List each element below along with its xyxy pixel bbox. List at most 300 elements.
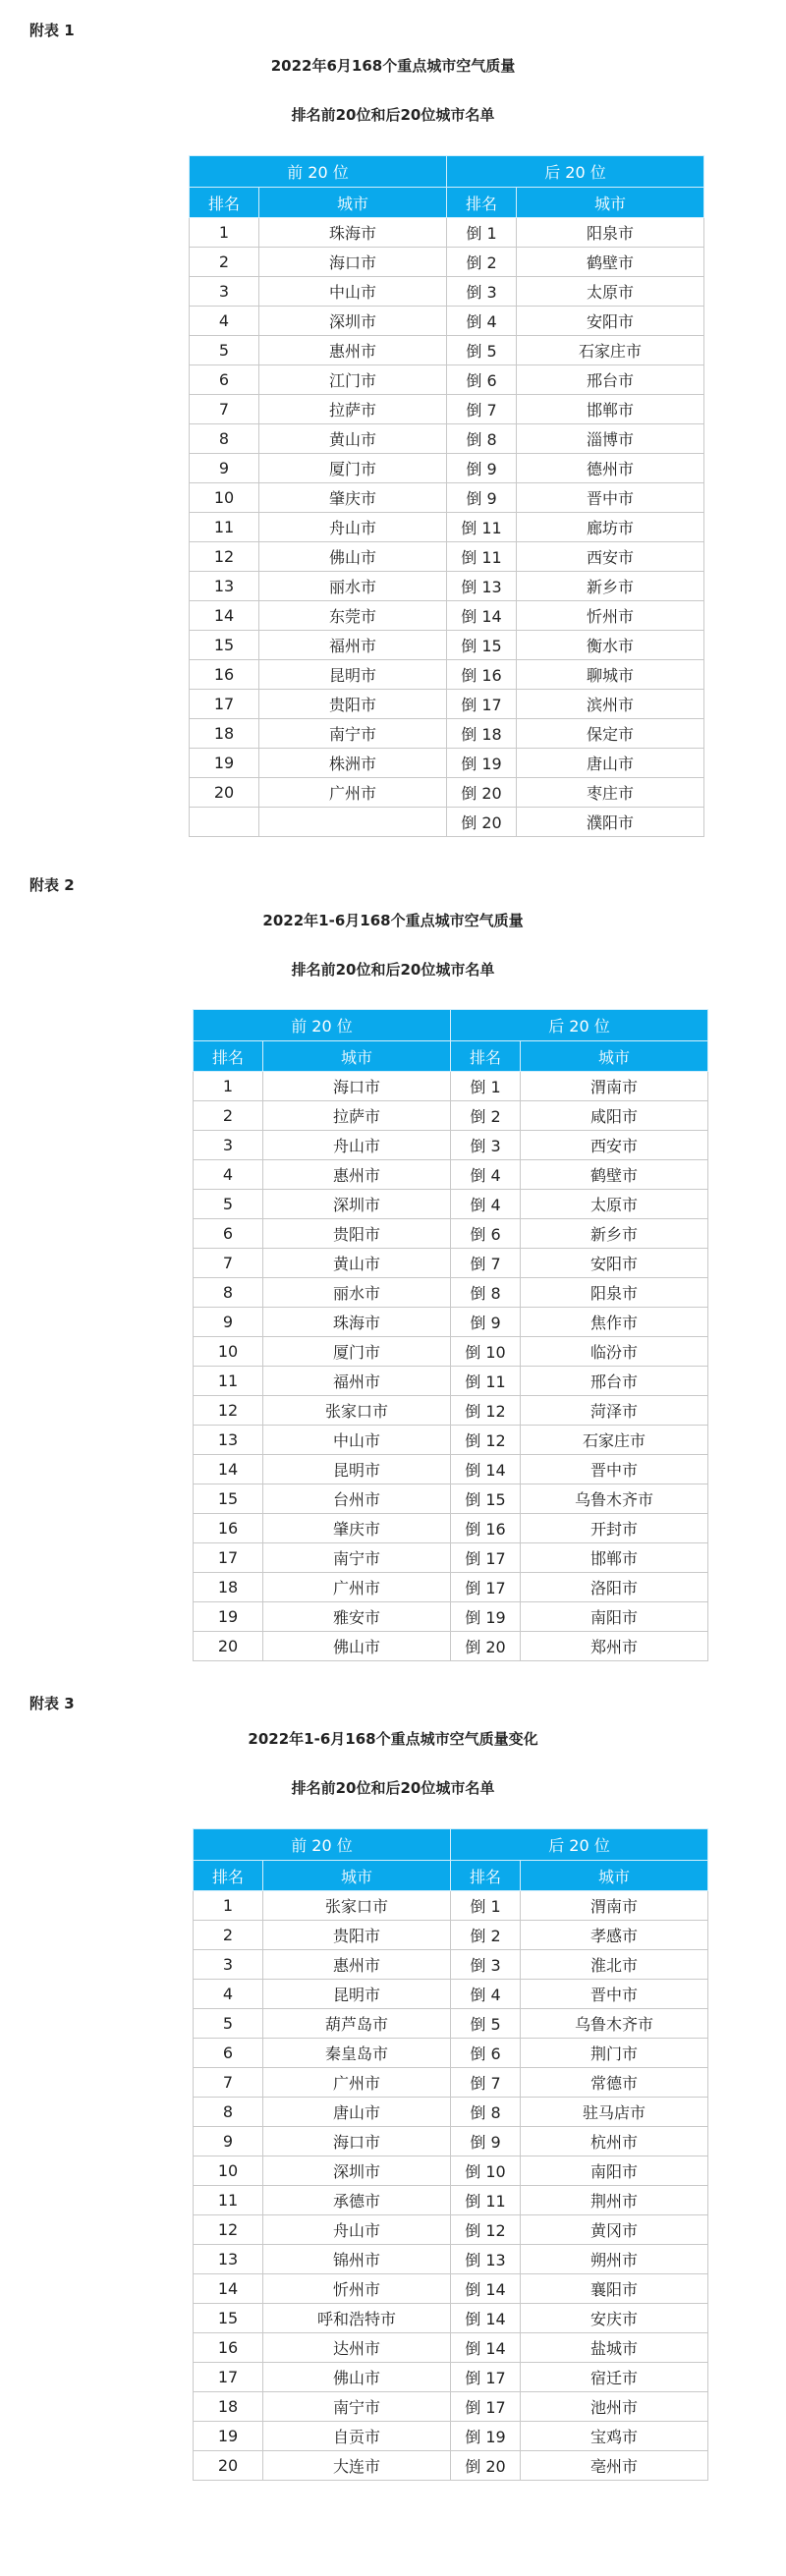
appendix-label: 附表 1 [29,22,75,39]
table-row [190,395,704,424]
table-row [194,1190,708,1219]
top-city-cell: 忻州市 [263,2274,451,2304]
bottom-rank-cell: 倒 5 [447,336,517,365]
table-row [194,2363,708,2392]
top-rank-cell: 19 [190,749,259,778]
bottom-city-cell: 濮阳市 [517,808,704,837]
table-row [190,454,704,483]
top-rank-cell: 3 [194,1950,263,1980]
rank-column-header: 排名 [451,1041,521,1072]
top-rank-cell: 3 [194,1131,263,1160]
bottom-city-cell: 邯郸市 [517,395,704,424]
top-city-cell: 承德市 [263,2186,451,2215]
table-row [194,1950,708,1980]
bottom-rank-cell: 倒 10 [451,1337,521,1367]
bottom-city-cell: 安阳市 [521,1249,708,1278]
top-rank-cell: 9 [194,1308,263,1337]
bottom-rank-cell: 倒 9 [451,2127,521,2156]
table-row [194,2156,708,2186]
table-subtitle: 排名前20位和后20位城市名单 [291,106,495,124]
table-row [190,277,704,307]
top-rank-cell: 5 [190,336,259,365]
table-row [190,778,704,808]
top-city-cell: 昆明市 [259,660,447,690]
bottom-rank-cell: 倒 8 [451,1278,521,1308]
table-row [190,719,704,749]
top-city-cell: 海口市 [263,1072,451,1101]
top-rank-cell: 4 [194,1980,263,2009]
top-city-cell: 南宁市 [259,719,447,749]
bottom-rank-cell: 倒 7 [451,2068,521,2098]
top-city-cell: 昆明市 [263,1980,451,2009]
bottom-city-cell: 洛阳市 [521,1573,708,1602]
bottom-city-cell: 郑州市 [521,1632,708,1661]
top-rank-cell: 11 [194,1367,263,1396]
bottom-rank-cell: 倒 2 [451,1101,521,1131]
top-city-cell: 黄山市 [263,1249,451,1278]
bottom-city-cell: 新乡市 [521,1219,708,1249]
top-city-cell: 丽水市 [263,1278,451,1308]
bottom-rank-cell: 倒 12 [451,1426,521,1455]
table-title: 2022年6月168个重点城市空气质量 [270,57,516,75]
top-city-cell: 贵阳市 [259,690,447,719]
bottom-rank-cell: 倒 5 [451,2009,521,2039]
top-rank-cell: 12 [194,2215,263,2245]
ranking-table [193,1828,708,2481]
bottom-city-cell: 襄阳市 [521,2274,708,2304]
bottom-rank-cell: 倒 19 [451,1602,521,1632]
bottom-city-cell: 盐城市 [521,2333,708,2363]
bottom-city-cell: 黄冈市 [521,2215,708,2245]
bottom-city-cell: 淮北市 [521,1950,708,1980]
bottom-city-cell: 西安市 [521,1131,708,1160]
bottom-rank-cell: 倒 1 [451,1891,521,1921]
top-rank-cell: 2 [194,1101,263,1131]
bottom-20-header: 后 20 位 [447,156,704,188]
top-city-cell: 海口市 [259,248,447,277]
top-rank-cell: 5 [194,1190,263,1219]
top-rank-cell: 9 [190,454,259,483]
bottom-rank-cell: 倒 2 [447,248,517,277]
bottom-city-cell: 聊城市 [517,660,704,690]
bottom-city-cell: 渭南市 [521,1891,708,1921]
top-rank-cell: 2 [194,1921,263,1950]
bottom-rank-cell: 倒 4 [451,1190,521,1219]
appendix-label: 附表 2 [29,876,75,894]
table-row [194,2215,708,2245]
bottom-rank-cell: 倒 4 [447,307,517,336]
table-row [190,601,704,631]
bottom-city-cell: 焦作市 [521,1308,708,1337]
top-city-cell: 黄山市 [259,424,447,454]
bottom-rank-cell: 倒 13 [451,2245,521,2274]
top-city-cell: 拉萨市 [259,395,447,424]
table-row [194,2304,708,2333]
top-20-header: 前 20 位 [194,1010,451,1041]
bottom-city-cell: 孝感市 [521,1921,708,1950]
bottom-city-cell: 晋中市 [521,1980,708,2009]
bottom-rank-cell: 倒 7 [447,395,517,424]
top-city-cell: 舟山市 [259,513,447,542]
table-row [190,542,704,572]
top-rank-cell: 4 [194,1160,263,1190]
table-row [194,1980,708,2009]
table-row [190,808,704,837]
bottom-rank-cell: 倒 20 [447,808,517,837]
bottom-city-cell: 石家庄市 [517,336,704,365]
bottom-rank-cell: 倒 6 [451,1219,521,1249]
bottom-city-cell: 南阳市 [521,2156,708,2186]
table-row [194,1337,708,1367]
bottom-city-cell: 忻州市 [517,601,704,631]
top-city-cell: 佛山市 [259,542,447,572]
top-rank-cell: 9 [194,2127,263,2156]
bottom-rank-cell: 倒 17 [451,2392,521,2422]
top-city-cell: 深圳市 [263,2156,451,2186]
top-city-cell: 台州市 [263,1484,451,1514]
bottom-city-cell: 唐山市 [517,749,704,778]
table-row [194,1455,708,1484]
bottom-city-cell: 开封市 [521,1514,708,1543]
top-rank-cell: 14 [194,2274,263,2304]
table-row [194,2333,708,2363]
top-city-cell: 南宁市 [263,1543,451,1573]
bottom-rank-cell: 倒 14 [451,2304,521,2333]
bottom-city-cell: 太原市 [517,277,704,307]
table-row [190,631,704,660]
top-rank-cell: 7 [194,2068,263,2098]
city-column-header: 城市 [521,1861,708,1891]
bottom-rank-cell: 倒 20 [451,2451,521,2481]
top-rank-cell: 15 [194,1484,263,1514]
bottom-rank-cell: 倒 14 [447,601,517,631]
bottom-rank-cell: 倒 4 [451,1160,521,1190]
bottom-city-cell: 石家庄市 [521,1426,708,1455]
table-row [194,1131,708,1160]
bottom-city-cell: 阳泉市 [517,218,704,248]
top-city-cell [259,808,447,837]
top-city-cell: 肇庆市 [259,483,447,513]
top-rank-cell: 8 [190,424,259,454]
top-rank-cell: 10 [194,2156,263,2186]
bottom-rank-cell: 倒 16 [447,660,517,690]
bottom-rank-cell: 倒 11 [451,1367,521,1396]
top-rank-cell: 13 [194,1426,263,1455]
bottom-city-cell: 新乡市 [517,572,704,601]
top-rank-cell: 17 [190,690,259,719]
column-header-row [190,188,704,218]
table-row [194,1101,708,1131]
bottom-rank-cell: 倒 3 [451,1131,521,1160]
top-rank-cell: 10 [190,483,259,513]
top-rank-cell: 10 [194,1337,263,1367]
top-city-cell: 惠州市 [263,1950,451,1980]
top-city-cell: 自贡市 [263,2422,451,2451]
city-column-header: 城市 [263,1861,451,1891]
bottom-rank-cell: 倒 8 [451,2098,521,2127]
group-header-row [194,1829,708,1861]
top-rank-cell: 7 [190,395,259,424]
top-20-header: 前 20 位 [190,156,447,188]
top-city-cell: 昆明市 [263,1455,451,1484]
bottom-city-cell: 保定市 [517,719,704,749]
table-row [194,2098,708,2127]
bottom-city-cell: 阳泉市 [521,1278,708,1308]
bottom-rank-cell: 倒 15 [447,631,517,660]
top-rank-cell: 17 [194,1543,263,1573]
top-city-cell: 东莞市 [259,601,447,631]
top-rank-cell: 8 [194,2098,263,2127]
bottom-city-cell: 廊坊市 [517,513,704,542]
top-rank-cell: 2 [190,248,259,277]
top-city-cell: 厦门市 [259,454,447,483]
top-rank-cell: 16 [190,660,259,690]
bottom-city-cell: 渭南市 [521,1072,708,1101]
top-rank-cell: 19 [194,2422,263,2451]
top-city-cell: 达州市 [263,2333,451,2363]
bottom-rank-cell: 倒 4 [451,1980,521,2009]
bottom-rank-cell: 倒 1 [451,1072,521,1101]
table-row [190,365,704,395]
table-row [194,1891,708,1921]
rank-column-header: 排名 [194,1861,263,1891]
top-city-cell: 葫芦岛市 [263,2009,451,2039]
bottom-rank-cell: 倒 6 [447,365,517,395]
column-header-row [194,1041,708,1072]
top-20-header: 前 20 位 [194,1829,451,1861]
top-rank-cell: 8 [194,1278,263,1308]
bottom-city-cell: 乌鲁木齐市 [521,1484,708,1514]
top-city-cell: 株洲市 [259,749,447,778]
top-city-cell: 张家口市 [263,1396,451,1426]
bottom-city-cell: 鹤壁市 [517,248,704,277]
bottom-rank-cell: 倒 19 [451,2422,521,2451]
bottom-city-cell: 乌鲁木齐市 [521,2009,708,2039]
top-city-cell: 惠州市 [263,1160,451,1190]
bottom-city-cell: 西安市 [517,542,704,572]
top-city-cell: 珠海市 [259,218,447,248]
top-city-cell: 海口市 [263,2127,451,2156]
table-subtitle: 排名前20位和后20位城市名单 [291,1779,495,1797]
group-header-row [194,1010,708,1041]
bottom-rank-cell: 倒 11 [447,513,517,542]
table-row [190,424,704,454]
bottom-rank-cell: 倒 20 [447,778,517,808]
top-city-cell: 拉萨市 [263,1101,451,1131]
bottom-rank-cell: 倒 2 [451,1921,521,1950]
table-row [194,1367,708,1396]
bottom-city-cell: 德州市 [517,454,704,483]
city-column-header: 城市 [263,1041,451,1072]
bottom-city-cell: 邢台市 [521,1367,708,1396]
bottom-city-cell: 驻马店市 [521,2098,708,2127]
top-city-cell: 唐山市 [263,2098,451,2127]
top-rank-cell: 1 [194,1072,263,1101]
top-rank-cell: 6 [194,1219,263,1249]
table-row [194,1426,708,1455]
table-row [190,660,704,690]
top-city-cell: 锦州市 [263,2245,451,2274]
top-rank-cell: 12 [190,542,259,572]
table-row [190,749,704,778]
city-column-header: 城市 [521,1041,708,1072]
table-row [194,1602,708,1632]
bottom-rank-cell: 倒 9 [447,454,517,483]
bottom-city-cell: 常德市 [521,2068,708,2098]
bottom-rank-cell: 倒 9 [451,1308,521,1337]
bottom-city-cell: 宝鸡市 [521,2422,708,2451]
top-rank-cell: 6 [194,2039,263,2068]
bottom-city-cell: 亳州市 [521,2451,708,2481]
top-city-cell: 广州市 [259,778,447,808]
top-rank-cell: 1 [190,218,259,248]
table-row [190,336,704,365]
bottom-rank-cell: 倒 17 [451,1573,521,1602]
top-rank-cell: 18 [194,2392,263,2422]
bottom-rank-cell: 倒 10 [451,2156,521,2186]
bottom-city-cell: 宿迁市 [521,2363,708,2392]
top-city-cell: 舟山市 [263,1131,451,1160]
top-city-cell: 深圳市 [259,307,447,336]
top-city-cell: 广州市 [263,1573,451,1602]
bottom-rank-cell: 倒 14 [451,1455,521,1484]
top-city-cell: 秦皇岛市 [263,2039,451,2068]
top-rank-cell: 14 [190,601,259,631]
table-row [190,307,704,336]
top-city-cell: 南宁市 [263,2392,451,2422]
bottom-rank-cell: 倒 15 [451,1484,521,1514]
table-row [194,2186,708,2215]
column-header-row [194,1861,708,1891]
top-rank-cell: 20 [194,2451,263,2481]
top-rank-cell: 15 [190,631,259,660]
bottom-rank-cell: 倒 16 [451,1514,521,1543]
table-row [194,1278,708,1308]
top-city-cell: 丽水市 [259,572,447,601]
top-city-cell: 贵阳市 [263,1921,451,1950]
bottom-city-cell: 安阳市 [517,307,704,336]
top-rank-cell: 20 [190,778,259,808]
table-row [194,1921,708,1950]
bottom-rank-cell: 倒 20 [451,1632,521,1661]
table-row [190,690,704,719]
table-row [194,1249,708,1278]
table-title: 2022年1-6月168个重点城市空气质量变化 [248,1730,538,1748]
table-row [194,1514,708,1543]
bottom-city-cell: 安庆市 [521,2304,708,2333]
top-rank-cell: 13 [194,2245,263,2274]
bottom-rank-cell: 倒 6 [451,2039,521,2068]
bottom-rank-cell: 倒 17 [447,690,517,719]
bottom-city-cell: 咸阳市 [521,1101,708,1131]
top-rank-cell: 3 [190,277,259,307]
bottom-rank-cell: 倒 19 [447,749,517,778]
bottom-city-cell: 池州市 [521,2392,708,2422]
top-city-cell: 中山市 [259,277,447,307]
top-city-cell: 舟山市 [263,2215,451,2245]
top-rank-cell: 15 [194,2304,263,2333]
ranking-table [193,1009,708,1661]
top-city-cell: 大连市 [263,2451,451,2481]
table-row [190,483,704,513]
table-row [194,1308,708,1337]
bottom-city-cell: 鹤壁市 [521,1160,708,1190]
top-rank-cell: 5 [194,2009,263,2039]
bottom-city-cell: 淄博市 [517,424,704,454]
table-row [194,2039,708,2068]
top-city-cell: 广州市 [263,2068,451,2098]
table-row [190,513,704,542]
city-column-header: 城市 [517,188,704,218]
table-row [194,1484,708,1514]
bottom-city-cell: 邯郸市 [521,1543,708,1573]
bottom-rank-cell: 倒 7 [451,1249,521,1278]
bottom-city-cell: 晋中市 [517,483,704,513]
top-city-cell: 惠州市 [259,336,447,365]
table-row [194,2245,708,2274]
top-rank-cell [190,808,259,837]
bottom-rank-cell: 倒 9 [447,483,517,513]
top-rank-cell: 18 [190,719,259,749]
bottom-city-cell: 衡水市 [517,631,704,660]
bottom-rank-cell: 倒 12 [451,2215,521,2245]
rank-column-header: 排名 [190,188,259,218]
top-rank-cell: 19 [194,1602,263,1632]
bottom-rank-cell: 倒 3 [447,277,517,307]
appendix-label: 附表 3 [29,1695,75,1712]
top-city-cell: 佛山市 [263,1632,451,1661]
bottom-city-cell: 荆州市 [521,2186,708,2215]
top-city-cell: 深圳市 [263,1190,451,1219]
top-rank-cell: 20 [194,1632,263,1661]
bottom-rank-cell: 倒 12 [451,1396,521,1426]
bottom-city-cell: 太原市 [521,1190,708,1219]
table-row [194,1160,708,1190]
bottom-rank-cell: 倒 3 [451,1950,521,1980]
table-row [194,1543,708,1573]
bottom-rank-cell: 倒 18 [447,719,517,749]
top-rank-cell: 16 [194,1514,263,1543]
bottom-city-cell: 杭州市 [521,2127,708,2156]
table-row [194,1573,708,1602]
table-row [194,2392,708,2422]
table-row [194,2009,708,2039]
bottom-city-cell: 临汾市 [521,1337,708,1367]
bottom-city-cell: 晋中市 [521,1455,708,1484]
rank-column-header: 排名 [447,188,517,218]
top-city-cell: 福州市 [259,631,447,660]
group-header-row [190,156,704,188]
bottom-city-cell: 菏泽市 [521,1396,708,1426]
top-city-cell: 肇庆市 [263,1514,451,1543]
top-city-cell: 呼和浩特市 [263,2304,451,2333]
bottom-city-cell: 南阳市 [521,1602,708,1632]
table-title: 2022年1-6月168个重点城市空气质量 [262,912,524,929]
bottom-rank-cell: 倒 8 [447,424,517,454]
top-rank-cell: 11 [190,513,259,542]
top-city-cell: 贵阳市 [263,1219,451,1249]
top-rank-cell: 12 [194,1396,263,1426]
top-city-cell: 福州市 [263,1367,451,1396]
bottom-rank-cell: 倒 14 [451,2274,521,2304]
bottom-rank-cell: 倒 17 [451,1543,521,1573]
bottom-city-cell: 荆门市 [521,2039,708,2068]
bottom-city-cell: 枣庄市 [517,778,704,808]
table-row [194,2422,708,2451]
table-row [194,1219,708,1249]
bottom-city-cell: 邢台市 [517,365,704,395]
table-row [194,1632,708,1661]
